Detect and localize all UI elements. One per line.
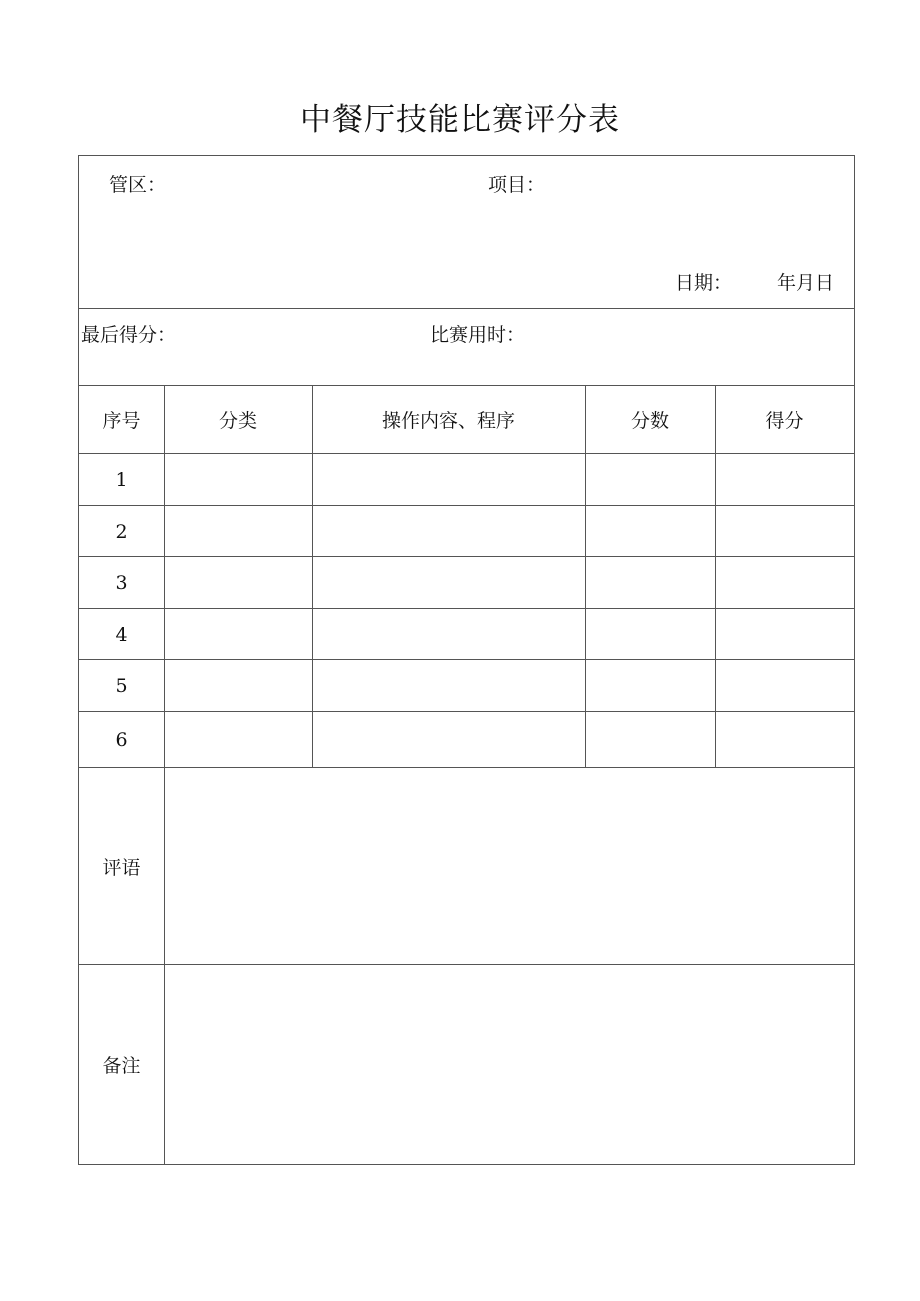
table-row-index: 1: [115, 469, 128, 491]
column-divider: [585, 385, 586, 767]
column-header-points: 分数: [630, 409, 669, 432]
duration-label: 比赛用时：: [430, 324, 526, 346]
table-row-divider: [79, 505, 854, 506]
table-row-divider: [79, 556, 854, 557]
table-row-divider: [79, 608, 854, 609]
remarks-label: 备注: [102, 1055, 141, 1077]
column-header-index: 序号: [102, 409, 141, 432]
table-row-index: 4: [115, 624, 128, 646]
score-sheet: [78, 155, 855, 1165]
divider-comments: [79, 964, 854, 965]
column-divider: [164, 385, 165, 767]
comments-label: 评语: [102, 856, 141, 879]
column-header-score: 得分: [765, 409, 804, 432]
divider-column-header: [79, 453, 854, 454]
table-row-divider: [79, 659, 854, 660]
divider-header: [79, 308, 854, 309]
table-row-index: 3: [115, 572, 128, 594]
column-divider: [715, 385, 716, 767]
date-label: 日期：: [675, 272, 733, 294]
district-label: 管区：: [109, 174, 167, 196]
table-row-index: 6: [115, 729, 128, 751]
item-label: 项目：: [488, 174, 546, 196]
table-row-index: 5: [115, 675, 128, 697]
table-row-index: 2: [115, 521, 128, 543]
date-units: 年月日: [777, 272, 835, 294]
table-row-divider: [79, 711, 854, 712]
column-header-procedure: 操作内容、程序: [381, 409, 515, 432]
form-title: 中餐厅技能比赛评分表: [300, 102, 620, 138]
final-score-label: 最后得分：: [81, 324, 177, 346]
column-divider: [312, 385, 313, 767]
column-header-category: 分类: [218, 409, 257, 432]
table-row-divider: [79, 767, 854, 768]
label-column-divider: [164, 767, 165, 1164]
